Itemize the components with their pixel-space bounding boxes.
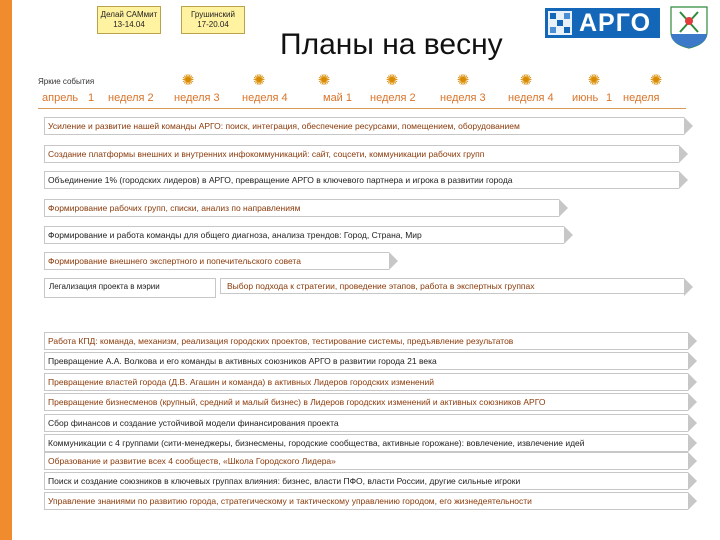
plan-bar: Работа КПД: команда, механизм, реализация городских проектов, тестирование системы, предъявление результатов — [44, 332, 688, 350]
plan-bar: Усиление и развитие нашей команды АРГО: поиск, интеграция, обеспечение ресурсами, помещением, оборудованием — [44, 117, 684, 135]
event-name: Делай САМмит — [100, 10, 158, 19]
legalization-box: Легализация проекта в мэрии — [44, 278, 216, 298]
argo-logo-mark-icon — [548, 11, 572, 35]
sun-icon: ✺ — [587, 72, 601, 89]
timeline-label: неделя 4 — [508, 92, 554, 104]
plan-bar: Управление знаниями по развитию города, стратегическому и тактическому управлению городом, его жизнедеятельности — [44, 492, 688, 510]
page-title: Планы на весну — [280, 28, 503, 61]
plan-bar: Превращение властей города (Д.В. Агашин и команда) в активных Лидеров городских изменений — [44, 373, 688, 391]
event-box-summit — [97, 6, 161, 34]
timeline-label: май 1 — [323, 92, 352, 104]
timeline-label: неделя 2 — [370, 92, 416, 104]
plan-bar: Коммуникации с 4 группами (сити-менеджеры, бизнесмены, городские сообщества, активные горожане): вовлечение, извлечение идей — [44, 434, 688, 452]
event-box-grushinsky — [181, 6, 245, 34]
plan-bar: Превращение бизнесменов (крупный, средний и малый бизнес) в Лидеров городских изменений и активных союзников АРГО — [44, 393, 688, 411]
timeline-label: неделя 3 — [174, 92, 220, 104]
timeline-label: 1 — [88, 92, 95, 104]
plan-bar: Образование и развитие всех 4 сообществ, «Школа Городского Лидера» — [44, 452, 688, 470]
timeline-rule — [38, 108, 686, 109]
left-accent-bar — [0, 0, 12, 540]
plan-bar: Формирование и работа команды для общего диагноза, анализа трендов: Город, Страна, Мир — [44, 226, 564, 244]
plan-bar: Формирование рабочих групп, списки, анализ по направлениям — [44, 199, 559, 217]
timeline-label: 1 — [606, 92, 613, 104]
sun-icon: ✺ — [649, 72, 663, 89]
event-dates: 17-20.04 — [197, 20, 229, 29]
sun-icon: ✺ — [181, 72, 195, 89]
plan-bar: Превращение А.А. Волкова и его команды в активных союзников АРГО в развитии города 21 века — [44, 352, 688, 370]
timeline-label: апрель — [42, 92, 79, 104]
strategy-bar: Выбор подхода к стратегии, проведение этапов, работа в экспертных группах — [220, 278, 684, 294]
event-dates: 13-14.04 — [113, 20, 145, 29]
argo-logo-text: АРГО — [579, 9, 652, 37]
sun-icon: ✺ — [456, 72, 470, 89]
plan-bar: Объединение 1% (городских лидеров) в АРГО, превращение АРГО в ключевого партнера и игрока в развитии города — [44, 171, 679, 189]
plan-bar: Поиск и создание союзников в ключевых группах влияния: бизнес, власти ПФО, власти России, другие сильные игроки — [44, 472, 688, 490]
sun-icon: ✺ — [385, 72, 399, 89]
plan-bar: Формирование внешнего экспертного и попечительского совета — [44, 252, 389, 270]
events-label: Яркие события — [38, 77, 95, 86]
argo-logo — [545, 8, 660, 38]
event-name: Грушинский — [191, 10, 235, 19]
sun-icon: ✺ — [317, 72, 331, 89]
timeline-label: неделя 4 — [242, 92, 288, 104]
timeline-label: неделя 3 — [440, 92, 486, 104]
timeline-label: неделя 2 — [108, 92, 154, 104]
city-emblem-icon — [668, 4, 710, 50]
timeline — [12, 92, 702, 108]
plan-bar: Сбор финансов и создание устойчивой модели финансирования проекта — [44, 414, 688, 432]
timeline-label: июнь — [572, 92, 599, 104]
sun-icon: ✺ — [519, 72, 533, 89]
sun-icon: ✺ — [252, 72, 266, 89]
timeline-label: неделя — [623, 92, 660, 104]
plan-bar: Создание платформы внешних и внутренних инфокоммуникаций: сайт, соцсети, коммуникации рабочих групп — [44, 145, 679, 163]
